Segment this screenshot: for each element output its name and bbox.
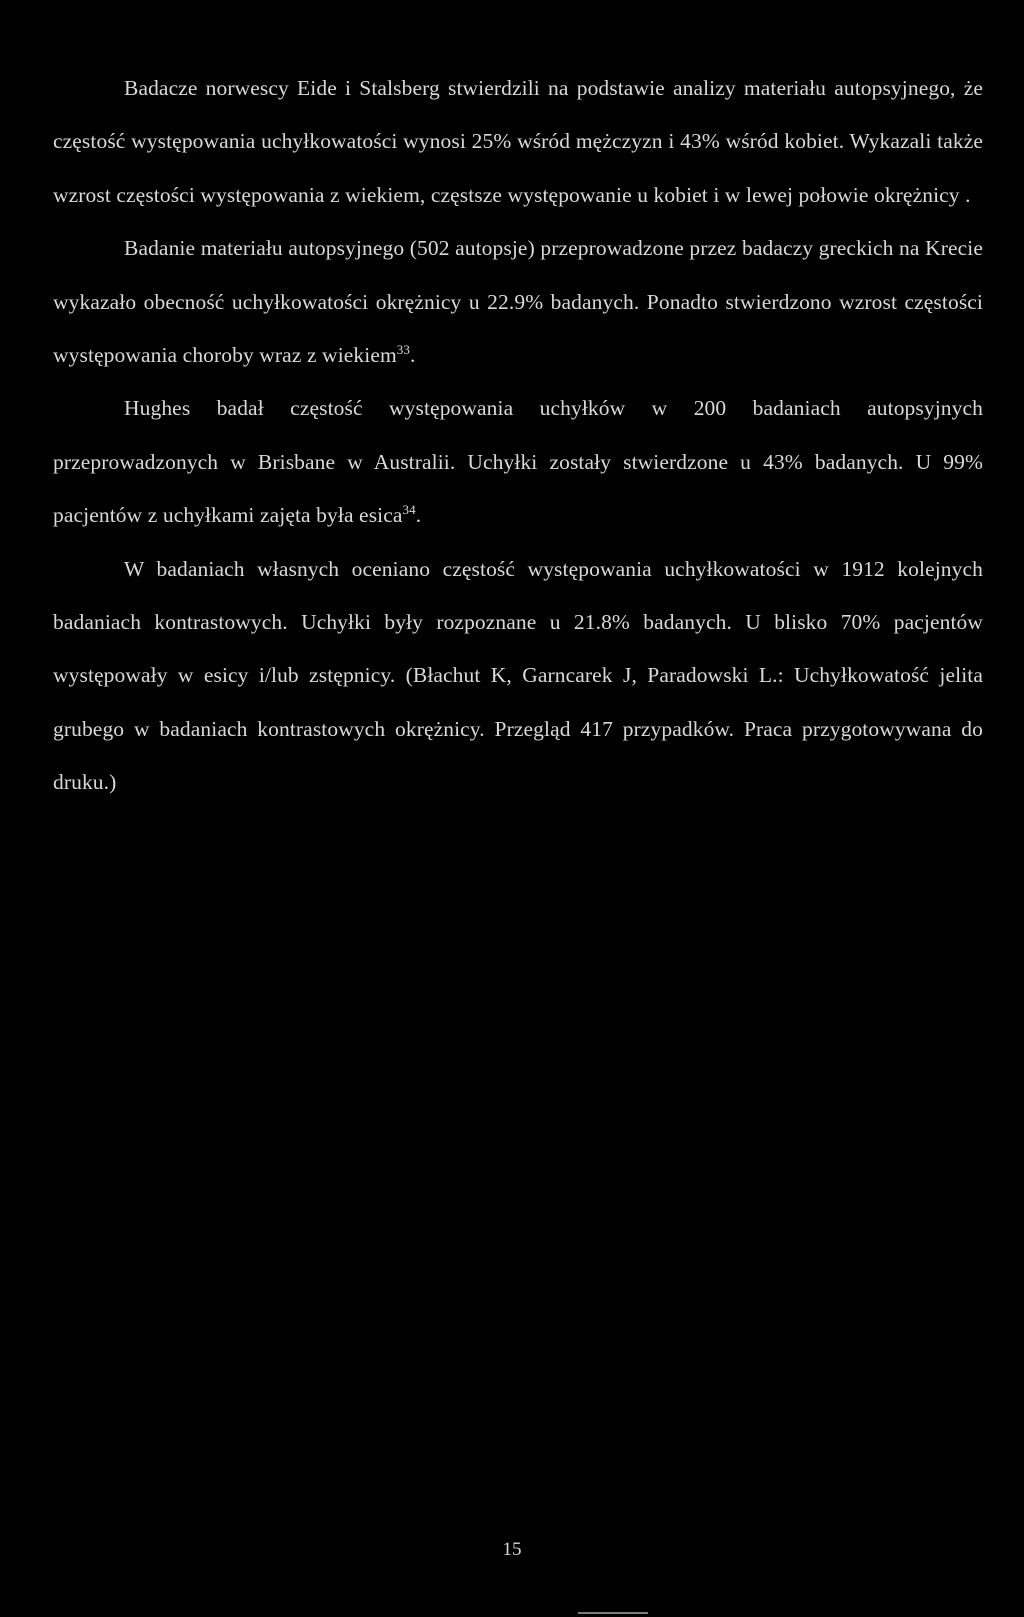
paragraph-tail: . [415, 503, 422, 528]
paragraph-crete-study [53, 222, 983, 382]
paragraph-own-research [53, 543, 983, 810]
paragraph-text: Hughes badał częstość występowania uchyłków w 200 badaniach autopsyjnych przeprowadzonych w Brisbane w Australii. Uchyłki zostały stwierdzone u 43% badanych. U 99% pacjentów z uchyłkami zajęta była esica [53, 396, 983, 528]
paragraph-hughes-study [53, 382, 983, 542]
paragraph-text: Badanie materiału autopsyjnego (502 autopsje) przeprowadzone przez badaczy greckich na Krecie wykazało obecność uchyłkowatości okrężnicy u 22.9% badanych. Ponadto stwierdzono wzrost częstości występowania choroby wraz z wiekiem [53, 236, 983, 368]
paragraph-eide-stalsberg [53, 62, 983, 222]
scan-edge-mark [578, 1612, 648, 1614]
paragraph-text: W badaniach własnych oceniano częstość występowania uchyłkowatości w 1912 kolejnych badaniach kontrastowych. Uchyłki były rozpoznane u 21.8% badanych. U blisko 70% pacjentów występowały w esicy i/lub zstępnicy. (Błachut K, Garncarek J, Paradowski L.: Uchyłkowatość jelita grubego w badaniach kontrastowych okrężnicy. Przegląd 417 przypadków. Praca przygotowywana do druku.) [53, 556, 983, 795]
footnote-reference: 34 [402, 502, 416, 518]
paragraph-tail: . [410, 343, 416, 368]
body-text [53, 62, 983, 810]
paragraph-text: Badacze norwescy Eide i Stalsberg stwierdzili na podstawie analizy materiału autopsyjnego, że częstość występowania uchyłkowatości wynosi 25% wśród mężczyzn i 43% wśród kobiet. Wykazali także wzrost częstości występowania z wiekiem, częstsze występowanie u kobiet i w lewej połowie okrężnicy . [53, 76, 983, 207]
page-number: 15 [502, 1539, 522, 1560]
footnote-reference: 33 [396, 342, 410, 358]
